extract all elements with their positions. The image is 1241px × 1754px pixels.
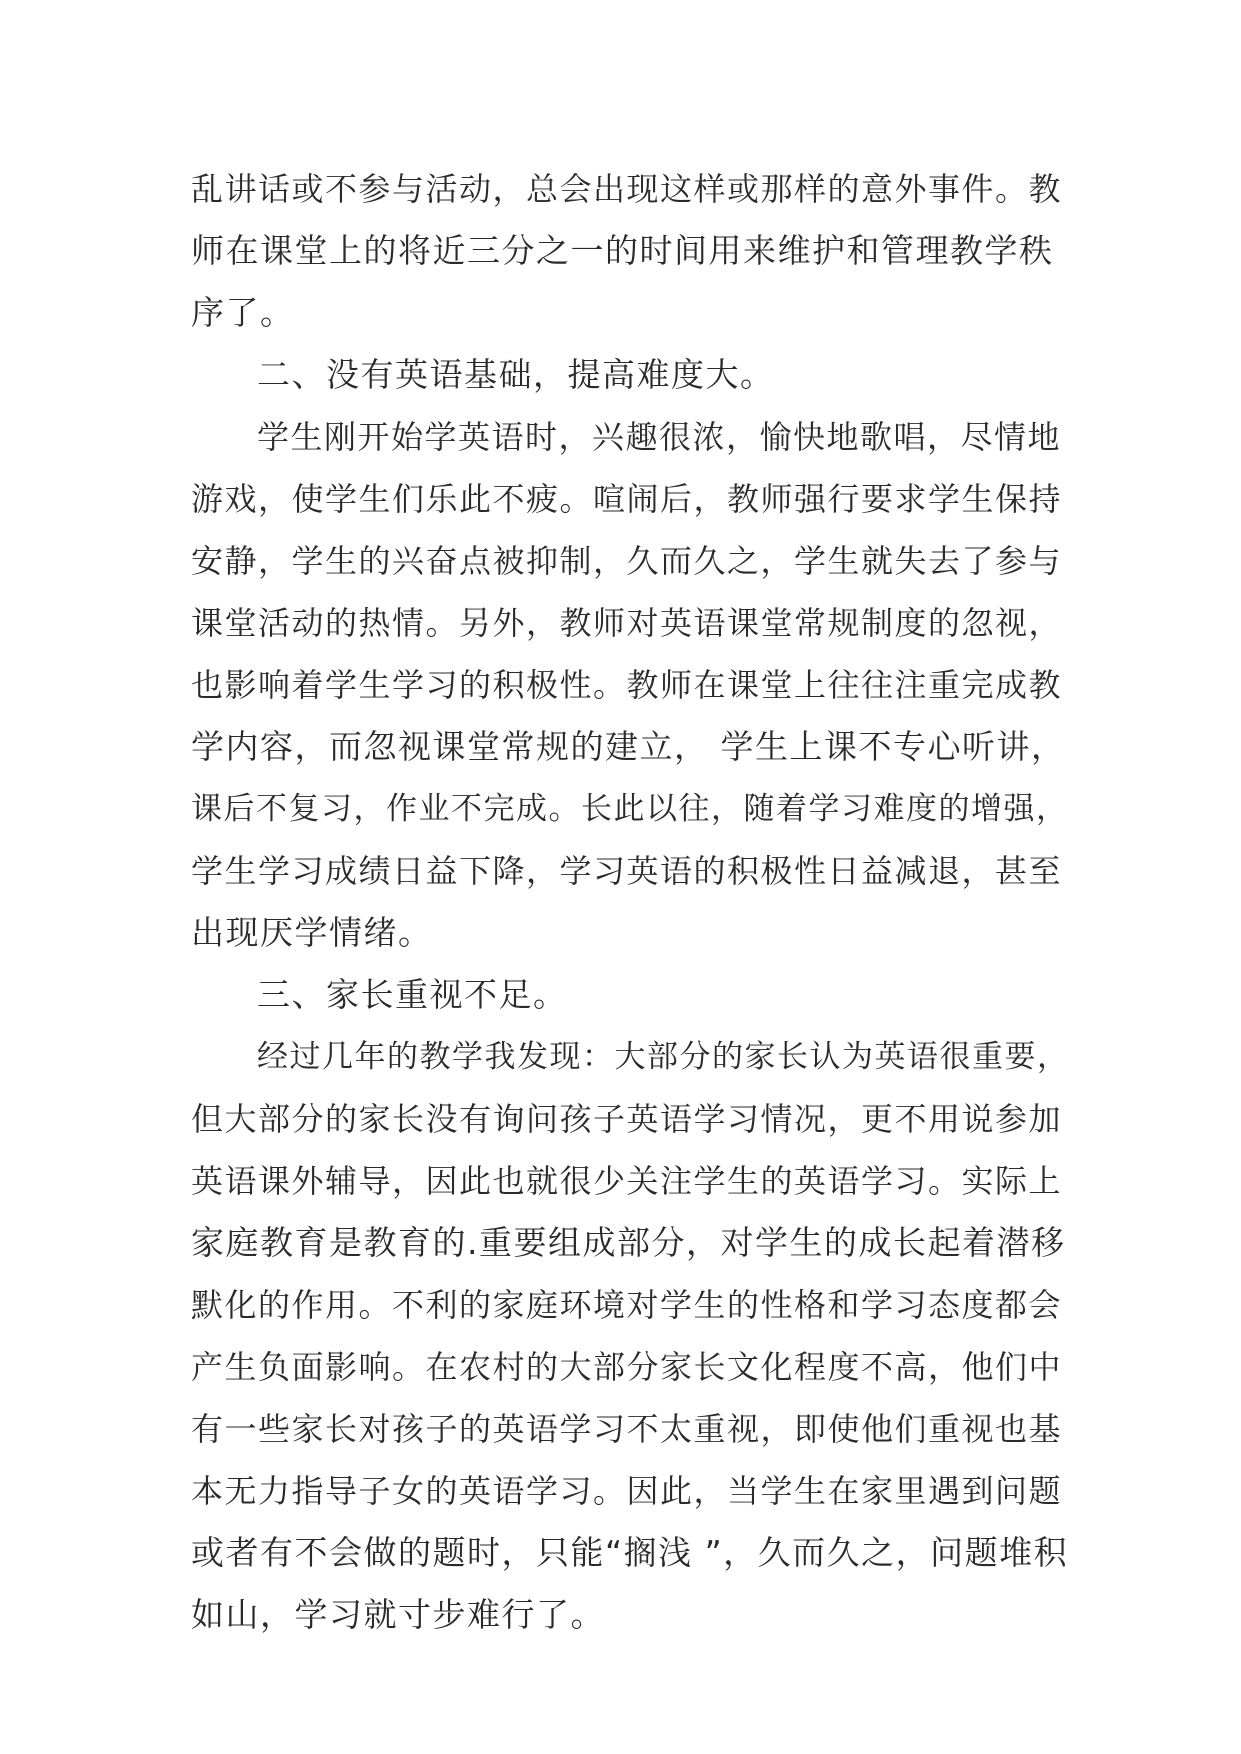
text-line: 游戏，使学生们乐此不疲。喧闹后，教师强行要求学生保持: [191, 480, 1063, 518]
text-line: 经过几年的教学我发现：大部分的家长认为英语很重要，: [257, 1039, 1070, 1075]
text-line: 乱讲话或不参与活动，总会出现这样或那样的意外事件。教: [191, 170, 1063, 208]
text-line: 序了。: [191, 293, 295, 332]
text-line: 本无力指导子女的英语学习。因此，当学生在家里遇到问题: [191, 1472, 1063, 1510]
text-line: 或者有不会做的题时，只能“搁浅 ”，久而久之，问题堆积: [191, 1533, 1069, 1572]
text-line: 有一些家长对孩子的英语学习不太重视，即使他们重视也基: [191, 1410, 1063, 1448]
text-line: 家庭教育是教育的.重要组成部分，对学生的成长起着潜移: [191, 1223, 1066, 1262]
section-heading-3: 三、家长重视不足。: [257, 975, 568, 1014]
text-line: 课后不复习，作业不完成。长此以往，随着学习难度的增强，: [191, 791, 1069, 827]
text-line: 如山，学习就寸步难行了。: [191, 1595, 605, 1634]
text-line: 师在课堂上的将近三分之一的时间用来维护和管理教学秩: [191, 231, 1054, 270]
text-line: 但大部分的家长没有询问孩子英语学习情况，更不用说参加: [191, 1100, 1063, 1138]
text-line: 英语课外辅导，因此也就很少关注学生的英语学习。实际上: [191, 1162, 1063, 1200]
text-line: 产生负面影响。在农村的大部分家长文化程度不高，他们中: [191, 1348, 1063, 1386]
text-line: 默化的作用。不利的家庭环境对学生的性格和学习态度都会: [191, 1286, 1063, 1324]
section-heading-2: 二、没有英语基础，提高难度大。: [257, 355, 775, 394]
text-line: 也影响着学生学习的积极性。教师在课堂上往往注重完成教: [191, 666, 1063, 704]
text-line: 学生刚开始学英语时，兴趣很浓，愉快地歌唱，尽情地: [257, 418, 1062, 456]
text-line: 安静，学生的兴奋点被抑制，久而久之，学生就失去了参与: [191, 542, 1063, 580]
text-line: 课堂活动的热情。另外，教师对英语课堂常规制度的忽视，: [191, 604, 1063, 642]
body-text: [191, 158, 1071, 1646]
text-line: 出现厌学情绪。: [191, 913, 433, 952]
text-line: 学生学习成绩日益下降，学习英语的积极性日益减退，甚至: [191, 852, 1063, 890]
text-line: 学内容，而忽视课堂常规的建立， 学生上课不专心听讲，: [191, 727, 1066, 766]
